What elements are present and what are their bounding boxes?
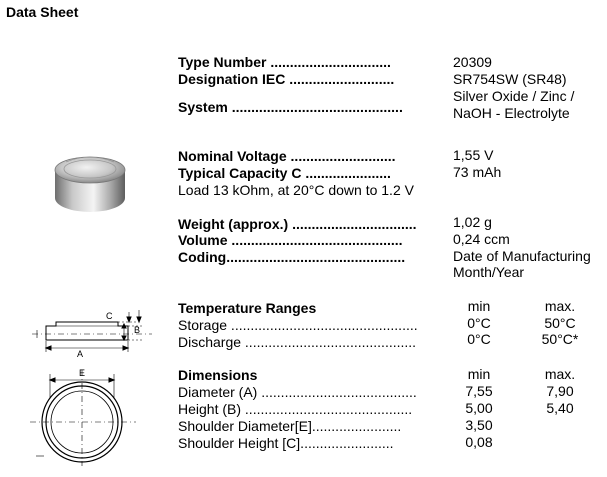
diameter-max: 7,90 bbox=[546, 383, 574, 399]
coding-value-line2: Month/Year bbox=[453, 264, 525, 280]
designation-iec-value: SR754SW (SR48) bbox=[453, 71, 567, 87]
height-max: 5,40 bbox=[546, 400, 574, 416]
system-value-line1: Silver Oxide / Zinc / bbox=[453, 88, 575, 104]
shoulder-height-label: Shoulder Height [C]........................ bbox=[178, 435, 394, 451]
dimensions-heading: Dimensions bbox=[178, 367, 258, 383]
load-note: Load 13 kOhm, at 20°C down to 1.2 V bbox=[178, 182, 414, 198]
temperature-min-header: min bbox=[467, 298, 491, 314]
typical-capacity-label: Typical Capacity C ...................... bbox=[178, 165, 391, 181]
storage-min: 0°C bbox=[467, 315, 491, 331]
type-number-label: Type Number ............................... bbox=[178, 54, 391, 70]
diameter-label: Diameter (A) ........................................ bbox=[178, 384, 417, 400]
diameter-min: 7,55 bbox=[465, 383, 493, 399]
top-view-drawing bbox=[28, 368, 140, 468]
nominal-voltage-value: 1,55 V bbox=[453, 147, 494, 163]
weight-value: 1,02 g bbox=[453, 214, 492, 230]
volume-value: 0,24 ccm bbox=[453, 231, 510, 247]
battery-photo bbox=[50, 148, 130, 218]
system-value-line2: NaOH - Electrolyte bbox=[453, 105, 570, 121]
dim-label-e: E bbox=[79, 368, 86, 378]
nominal-voltage-label: Nominal Voltage ........................... bbox=[178, 148, 396, 164]
shoulder-diameter-min: 3,50 bbox=[465, 417, 493, 433]
height-label: Height (B) ........................................... bbox=[178, 401, 413, 417]
dimensions-min-header: min bbox=[467, 366, 491, 382]
type-number-value: 20309 bbox=[453, 54, 492, 70]
storage-max: 50°C bbox=[544, 315, 576, 331]
shoulder-diameter-label: Shoulder Diameter[E]....................... bbox=[178, 418, 402, 434]
volume-label: Volume ............................................ bbox=[178, 232, 403, 248]
designation-iec-label: Designation IEC ........................... bbox=[178, 71, 395, 87]
coding-value-line1: Date of Manufacturing bbox=[453, 248, 591, 264]
dim-label-a: A bbox=[77, 349, 84, 359]
temperature-heading: Temperature Ranges bbox=[178, 300, 317, 316]
coding-label: Coding.............................................. bbox=[178, 249, 406, 265]
discharge-min: 0°C bbox=[467, 331, 491, 347]
page-title: Data Sheet bbox=[6, 4, 79, 20]
dim-label-c: C bbox=[106, 311, 113, 321]
typical-capacity-value: 73 mAh bbox=[453, 164, 502, 180]
discharge-max: 50°C* bbox=[541, 331, 579, 347]
shoulder-height-min: 0,08 bbox=[465, 434, 493, 450]
temperature-max-header: max. bbox=[544, 298, 576, 314]
dim-label-b: B bbox=[134, 325, 141, 335]
dimensions-max-header: max. bbox=[544, 366, 576, 382]
system-label: System ............................................ bbox=[178, 99, 403, 115]
storage-label: Storage ................................................ bbox=[178, 317, 418, 333]
height-min: 5,00 bbox=[465, 400, 493, 416]
discharge-label: Discharge ............................................ bbox=[178, 334, 417, 350]
weight-label: Weight (approx.) ................................ bbox=[178, 216, 417, 232]
